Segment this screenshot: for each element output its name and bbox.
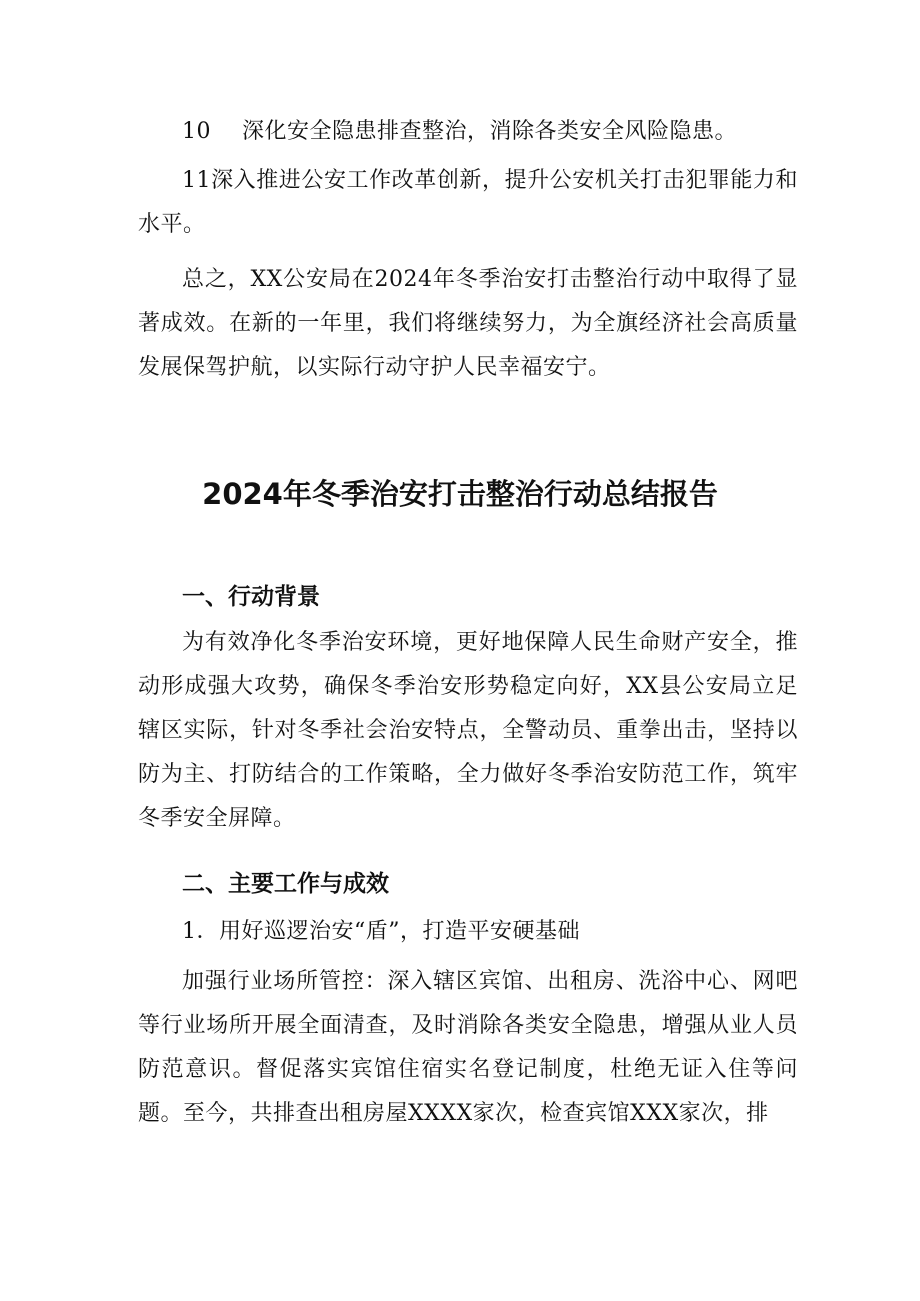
list-item-text: 深化安全隐患排查整治，消除各类安全风险隐患。 [242,119,738,144]
section-heading-background: 一、行动背景 [182,584,320,610]
section-heading-main-work: 二、主要工作与成效 [182,871,389,897]
list-item-10 [138,110,798,154]
list-item-number: 10 [182,119,211,144]
list-item-11: 11深入推进公安工作改革创新，提升公安机关打击犯罪能力和水平。 [138,168,798,237]
subsection-heading-patrol: 1．用好巡逻治安“盾”，打造平安硬基础 [182,919,580,944]
patrol-paragraph: 加强行业场所管控：深入辖区宾馆、出租房、洗浴中心、网吧等行业场所开展全面清查，及时消除各类安全隐患，增强从业人员防范意识。督促落实宾馆住宿实名登记制度，杜绝无证入住等问题。至今，共排查出租房屋XXXX家次，检查宾馆XXX家次，排 [138,969,798,1126]
summary-paragraph: 总之，XX公安局在2024年冬季治安打击整治行动中取得了显著成效。在新的一年里，我们将继续努力，为全旗经济社会高质量发展保驾护航，以实际行动守护人民幸福安宁。 [138,267,798,380]
report-title: 2024年冬季治安打击整治行动总结报告 [202,477,718,511]
background-paragraph: 为有效净化冬季治安环境，更好地保障人民生命财产安全，推动形成强大攻势，确保冬季治安形势稳定向好，XX县公安局立足辖区实际，针对冬季社会治安特点，全警动员、重拳出击，坚持以防为主、打防结合的工作策略，全力做好冬季治安防范工作，筑牢冬季安全屏障。 [138,630,798,831]
